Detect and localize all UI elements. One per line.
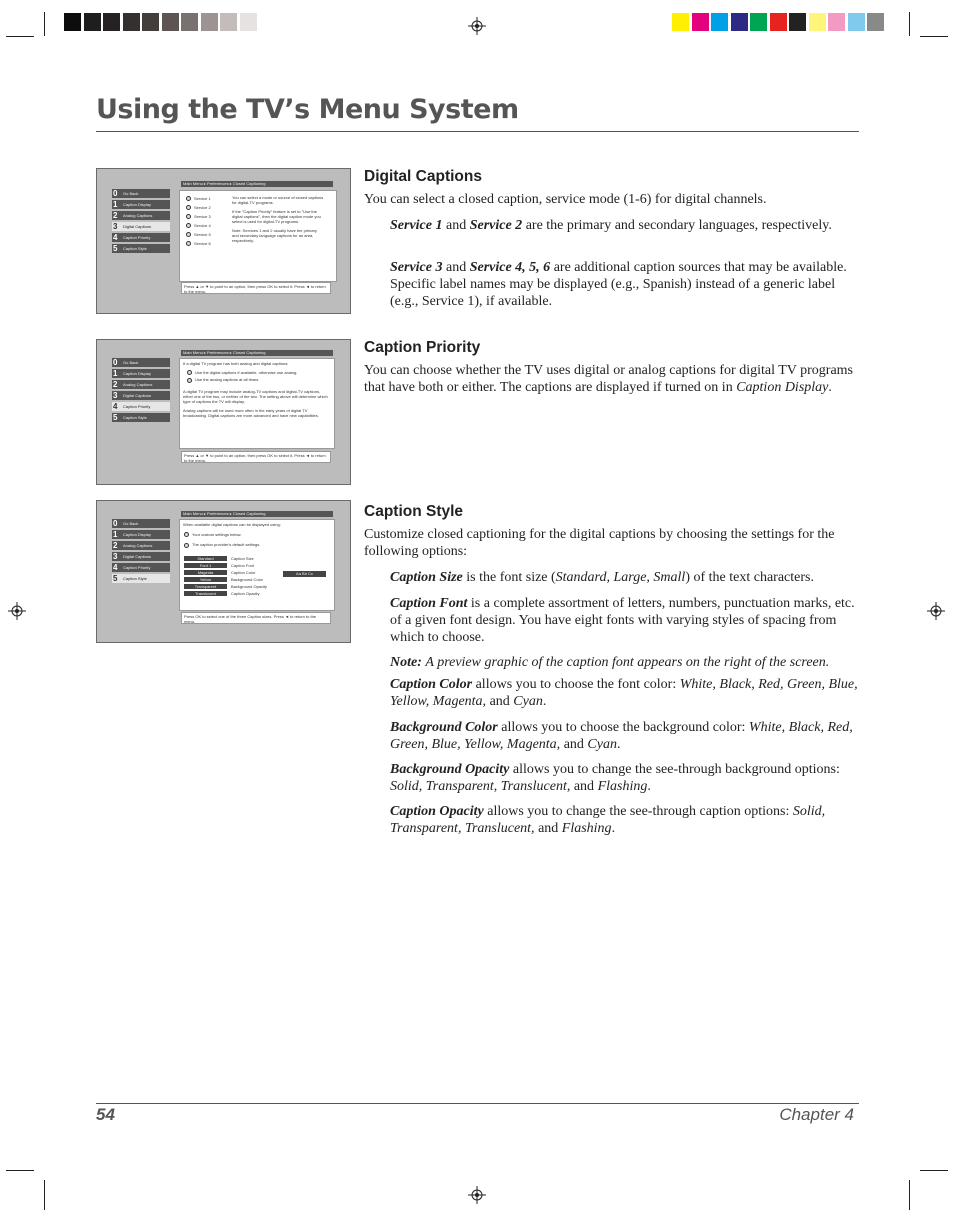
style-note (390, 654, 859, 671)
registration-mark-icon (468, 1186, 486, 1204)
menu-number: 3 (113, 552, 118, 561)
color-swatch (770, 13, 787, 31)
menu-item-caption-style[interactable] (112, 574, 170, 583)
options: Flashing (561, 821, 612, 836)
style-option-provider[interactable] (180, 542, 334, 547)
color-swatch (64, 13, 81, 31)
note-text: A preview graphic of the caption font appears on the right of the screen. (425, 655, 830, 670)
footer-rule (96, 1103, 859, 1104)
menu-item-analog-captions[interactable] (112, 211, 170, 220)
term: Caption Display (736, 380, 829, 395)
punctuation: . (611, 821, 616, 836)
color-swatch (259, 13, 276, 31)
conjunction: and (563, 737, 584, 752)
conjunction: and (445, 260, 467, 275)
menu-label: Analog Captions (123, 213, 153, 218)
crop-mark (909, 12, 910, 36)
menu-number: 5 (113, 413, 118, 422)
setting-value: Translucent (184, 591, 227, 596)
menu-label: Caption Style (123, 415, 147, 420)
menu-number: 4 (113, 402, 118, 411)
panel-intro: If a digital TV program has both analog and digital captions: (183, 361, 289, 366)
service-label: Service 1 (194, 196, 211, 201)
option-label: Use the digital captions if available, otherwise use analog. (195, 370, 298, 375)
registration-mark-icon (468, 17, 486, 35)
term: Caption Size (390, 570, 463, 585)
menu-number: 2 (113, 211, 118, 220)
desc-text: Analog captions will be used more often in the early years of digital TV broadcasting. Digital captions are more advanced and have new capabilities. (183, 407, 319, 418)
style-caption-opacity (390, 803, 859, 837)
description: is a complete assortment of letters, numbers, punctuation marks, etc. of a given font design. You have eight fonts with varying styles of spacing from which to choose. (390, 596, 855, 645)
service-label: Service 4 (194, 223, 211, 228)
breadcrumb: Main Menu ▸ Preferences ▸ Closed Captioning (181, 350, 333, 356)
radio-icon (187, 370, 192, 375)
options: Solid, Transparent, Translucent, (390, 804, 826, 836)
option-label: The caption provider's default settings. (192, 542, 261, 548)
color-swatch (828, 13, 845, 31)
screenshot-caption-priority (96, 339, 351, 485)
description: You can choose whether the TV uses digital or analog captions for digital TV programs that have both or either. The captions are displayed if turned on in (364, 363, 854, 395)
menu-label: Analog Captions (123, 382, 153, 387)
option-label: Your custom settings below. (192, 532, 242, 537)
description: are the primary and secondary languages, respectively. (525, 218, 832, 233)
options: Standard, Large, Small (555, 570, 686, 585)
menu-label: Caption Display (123, 371, 152, 376)
menu-item-analog-captions[interactable] (112, 380, 170, 389)
chapter-label: Chapter 4 (779, 1105, 854, 1124)
setting-value: Standard (184, 556, 227, 561)
menu-label: Digital Captions (123, 224, 152, 229)
radio-icon (184, 543, 189, 548)
color-swatch (867, 13, 884, 31)
menu-number: 1 (113, 530, 118, 539)
menu-item-digital-captions[interactable] (112, 391, 170, 400)
term: Caption Font (390, 596, 468, 611)
caption-preview: Aa Bb Cc (283, 571, 326, 577)
screenshot-caption-style (96, 500, 351, 643)
term: Service 3 (390, 260, 443, 275)
radio-icon (184, 532, 189, 537)
desc-text: Note: Services 1 and 2 usually have the primary and secondary language captions for an area, respectively. (232, 228, 317, 243)
menu-number: 0 (113, 519, 118, 528)
digital-intro: You can select a closed caption, service mode (1-6) for digital channels. (364, 192, 767, 207)
color-swatch (142, 13, 159, 31)
menu-item-go-back[interactable] (112, 358, 170, 367)
description: allows you to choose the font color: (475, 677, 677, 692)
heading-digital-captions: Digital Captions (364, 168, 482, 185)
term: Service 1 (390, 218, 443, 233)
panel-description (232, 195, 324, 247)
color-swatch (220, 13, 237, 31)
options: White, Black, Red, Green, Blue, Yellow, Magenta, (390, 720, 853, 752)
color-swatch (692, 13, 709, 31)
menu-label: Go Back (123, 191, 139, 196)
menu-item-caption-style[interactable] (112, 244, 170, 253)
radio-icon (186, 196, 191, 201)
options: Solid, Transparent, Translucent, (390, 779, 571, 794)
term: Caption Opacity (390, 804, 484, 819)
description: allows you to choose the background color: (501, 720, 746, 735)
menu-item-caption-priority[interactable] (112, 563, 170, 572)
options: White, Black, Red, Green, Blue, Yellow, Magenta, (390, 677, 858, 709)
color-swatch (84, 13, 101, 31)
setting-row[interactable] (180, 577, 334, 584)
crop-mark (6, 1170, 34, 1171)
color-swatch (809, 13, 826, 31)
help-bar: Press ▲ or ▼ to point to an option, then press OK to select it. Press ◄ to return to the menu. (181, 451, 331, 463)
digital-service-3-6 (390, 259, 859, 310)
menu-item-go-back[interactable] (112, 519, 170, 528)
term: Background Color (390, 720, 498, 735)
menu-list (112, 519, 170, 585)
menu-number: 3 (113, 391, 118, 400)
style-background-color (390, 719, 859, 753)
setting-row[interactable] (180, 591, 334, 598)
color-swatch (240, 13, 257, 31)
setting-label: Caption Opacity (231, 590, 260, 596)
service-label: Service 5 (194, 232, 211, 237)
term: Service 4, 5, 6 (469, 260, 551, 275)
description: ) of the text characters. (685, 570, 814, 585)
style-caption-size (390, 569, 859, 586)
note-label: Note: (390, 655, 422, 670)
panel-intro: When available digital captions can be displayed using: (183, 522, 281, 527)
color-swatch (181, 13, 198, 31)
radio-icon (186, 232, 191, 237)
options-panel (179, 519, 335, 611)
description: is the font size ( (466, 570, 556, 585)
color-swatch (672, 13, 689, 31)
setting-row[interactable] (180, 584, 334, 591)
menu-label: Caption Display (123, 532, 152, 537)
style-caption-color (390, 676, 859, 710)
service-label: Service 6 (194, 241, 211, 246)
options: Cyan (587, 737, 617, 752)
screenshot-digital-captions (96, 168, 351, 314)
menu-label: Caption Style (123, 246, 147, 251)
menu-item-caption-display[interactable] (112, 200, 170, 209)
heading-caption-priority: Caption Priority (364, 339, 481, 356)
menu-number: 1 (113, 200, 118, 209)
menu-label: Caption Priority (123, 235, 151, 240)
menu-number: 1 (113, 369, 118, 378)
description: are additional caption sources that may be available. Specific label names may be displayed (e.g., Spanish) instead of a generic label (e.g., Service 1), if available. (390, 260, 847, 309)
menu-list (112, 358, 170, 424)
style-option-custom[interactable] (180, 532, 334, 537)
setting-value: Font 1 (184, 563, 227, 568)
style-background-opacity (390, 761, 859, 795)
radio-icon (186, 241, 191, 246)
punctuation: . (828, 380, 832, 395)
color-swatch (201, 13, 218, 31)
options-panel (179, 190, 337, 282)
style-caption-font (390, 595, 859, 646)
service-label: Service 3 (194, 214, 211, 219)
radio-icon (186, 205, 191, 210)
description: allows you to change the see-through caption options: (487, 804, 790, 819)
punctuation: . (542, 694, 547, 709)
color-swatch (750, 13, 767, 31)
menu-label: Digital Captions (123, 554, 152, 559)
crop-mark (44, 12, 45, 36)
setting-row[interactable] (180, 563, 334, 570)
setting-label: Background Color (231, 576, 264, 582)
menu-label: Caption Style (123, 576, 147, 581)
crop-mark (920, 1170, 948, 1171)
menu-number: 0 (113, 358, 118, 367)
menu-number: 5 (113, 574, 118, 583)
color-swatch (789, 13, 806, 31)
term: Service 2 (469, 218, 523, 233)
menu-number: 3 (113, 222, 118, 231)
options: Cyan (513, 694, 543, 709)
setting-label: Caption Size (231, 555, 254, 561)
setting-label: Background Opacity (231, 583, 268, 589)
color-swatch (731, 13, 748, 31)
desc-text: A digital TV program may include analog-TV captions and digital-TV captions, either one of the two, or neither of the two. The setting above will determine which type of captions the TV will display. (183, 388, 328, 404)
menu-label: Go Back (123, 521, 139, 526)
menu-label: Caption Priority (123, 565, 151, 570)
style-intro: Customize closed captioning for the digital captions by choosing the settings for the following options: (364, 527, 835, 559)
breadcrumb: Main Menu ▸ Preferences ▸ Closed Captioning (181, 181, 333, 187)
term: Caption Color (390, 677, 473, 692)
title-rule (96, 131, 859, 132)
registration-mark-icon (927, 602, 945, 620)
menu-label: Go Back (123, 360, 139, 365)
description: allows you to change the see-through background options: (512, 762, 840, 777)
setting-value: Yellow (184, 577, 227, 582)
desc-text: If the "Caption Priority" feature is set to "Use the digital captions", then the digital caption mode you select is used for digital-TV programs. (232, 209, 321, 224)
menu-list (112, 189, 170, 255)
setting-value: Transparent (184, 584, 227, 589)
help-bar: Press OK to select one of the three Caption sizes. Press ◄ to return to the menu. (181, 612, 331, 624)
options-panel (179, 358, 335, 449)
conjunction: and (489, 694, 510, 709)
punctuation: . (616, 737, 621, 752)
crop-mark (6, 36, 34, 37)
conjunction: and (445, 218, 467, 233)
color-swatch (123, 13, 140, 31)
service-label: Service 2 (194, 205, 211, 210)
menu-item-digital-captions[interactable] (112, 222, 170, 231)
menu-item-caption-style[interactable] (112, 413, 170, 422)
radio-icon (186, 223, 191, 228)
menu-number: 4 (113, 563, 118, 572)
color-swatch (162, 13, 179, 31)
menu-item-caption-priority[interactable] (112, 233, 170, 242)
menu-item-caption-display[interactable] (112, 530, 170, 539)
priority-option-digital[interactable] (183, 370, 331, 375)
registration-mark-icon (8, 602, 26, 620)
page-title: Using the TV’s Menu System (96, 94, 519, 125)
color-swatch (711, 13, 728, 31)
menu-item-go-back[interactable] (112, 189, 170, 198)
crop-mark (44, 1180, 45, 1210)
page-number: 54 (96, 1105, 115, 1124)
menu-label: Digital Captions (123, 393, 152, 398)
color-swatch (848, 13, 865, 31)
setting-value: Magenta (184, 570, 227, 575)
color-swatch (103, 13, 120, 31)
option-label: Use the analog captions at all times. (195, 377, 260, 383)
menu-number: 2 (113, 380, 118, 389)
conjunction: and (573, 779, 595, 794)
crop-mark (909, 1180, 910, 1210)
digital-service-1-2 (390, 217, 859, 234)
menu-label: Caption Priority (123, 404, 151, 409)
conjunction: and (538, 821, 559, 836)
menu-number: 4 (113, 233, 118, 242)
setting-label: Caption Font (231, 562, 254, 568)
menu-item-caption-priority[interactable] (112, 402, 170, 411)
help-bar: Press ▲ or ▼ to point to an option, then press OK to select it. Press ◄ to return to the menu. (181, 282, 331, 294)
radio-icon (187, 378, 192, 383)
menu-item-digital-captions[interactable] (112, 552, 170, 561)
heading-caption-style: Caption Style (364, 503, 464, 520)
menu-item-caption-display[interactable] (112, 369, 170, 378)
menu-number: 5 (113, 244, 118, 253)
setting-row[interactable] (180, 556, 334, 563)
menu-item-analog-captions[interactable] (112, 541, 170, 550)
crop-mark (920, 36, 948, 37)
term: Background Opacity (390, 762, 510, 777)
punctuation: . (647, 779, 651, 794)
menu-number: 0 (113, 189, 118, 198)
priority-option-analog[interactable] (183, 377, 331, 382)
priority-body (364, 362, 859, 396)
breadcrumb: Main Menu ▸ Preferences ▸ Closed Captioning (181, 511, 333, 517)
setting-label: Caption Color (231, 569, 256, 575)
options: Flashing (597, 779, 648, 794)
menu-label: Caption Display (123, 202, 152, 207)
menu-number: 2 (113, 541, 118, 550)
menu-label: Analog Captions (123, 543, 153, 548)
desc-text: You can select a mode or source of closed captions for digital-TV programs. (232, 195, 324, 205)
radio-icon (186, 214, 191, 219)
